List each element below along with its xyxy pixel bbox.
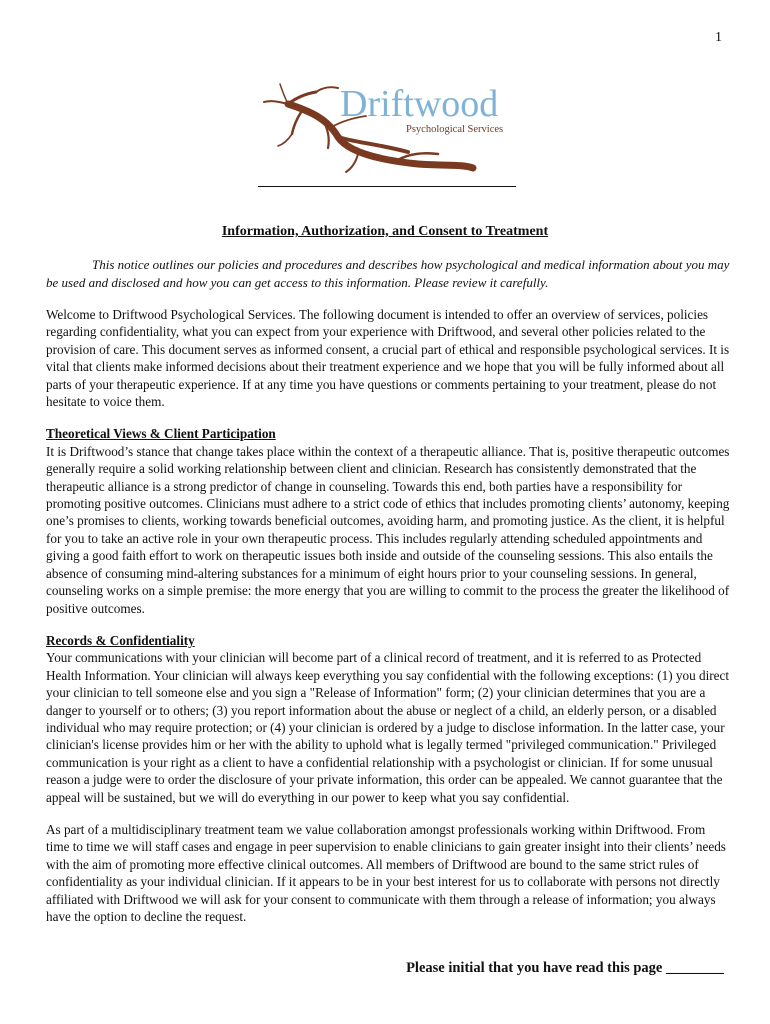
section-theoretical-views [46,425,730,616]
document-title: Information, Authorization, and Consent to Treatment [221,224,549,239]
document-body [46,306,730,925]
section-records-confidentiality [46,632,730,926]
driftwood-branch-icon [258,82,518,178]
section-heading: Theoretical Views & Client Participation [46,426,276,442]
section-heading: Records & Confidentiality [46,632,195,648]
page-number: 1 [715,30,722,45]
initial-prompt[interactable]: Please initial that you have read this page ________ [406,960,724,976]
logo-name: Driftwood [340,83,499,125]
privacy-notice: This notice outlines our policies and procedures and describes how psychological and medical information about you may be used and disclosed and how you can get access to this information. Please review it carefully. [46,257,730,290]
driftwood-logo [258,82,518,178]
logo-divider [258,186,516,187]
section-paragraph: It is Driftwood’s stance that change takes place within the context of a therapeutic alliance. That is, positive therapeutic outcomes generally require a solid working relationship between client and clinician. Research has consistently demonstrated that the therapeutic alliance is a strong predictor of change in counseling. Towards this end, both parties have a responsibility for promoting positive outcomes. Clinicians must adhere to a strict code of ethics that includes promoting clients’ autonomy, keeping one’s promises to clients, working towards beneficial outcomes, avoiding harm, and promoting justice. As the client, it is helpful for you to take an active role in your own therapeutic process. This includes regularly attending scheduled appointments and giving a good faith effort to work on therapeutic issues both inside and outside of the counseling sessions. This also entails the absence of consuming mind-altering substances for a minimum of eight hours prior to your counseling sessions. In general, counseling works on a simple premise: the more energy that you are willing to commit to the process the greater the likelihood of positive outcomes. [46,443,730,616]
logo-tagline: Psychological Services [406,124,504,135]
section-paragraph: As part of a multidisciplinary treatment team we value collaboration amongst professionals working within Driftwood. From time to time we will staff cases and engage in peer supervision to enable clinicians to gain greater insight into their clients’ needs with the aim of promoting more effective clinical outcomes. All members of Driftwood are bound to the same strict rules of confidentiality as your individual clinician. If it appears to be in your best interest for us to collaborate with persons not directly affiliated with Driftwood we will ask for your consent to communicate with them through a release of information; you always have the option to decline the request. [46,821,726,924]
section-paragraph: Your communications with your clinician will become part of a clinical record of treatment, and it is referred to as Protected Health Information. Your clinician will always keep everything you say confidential with the following exceptions: (1) you direct your clinician to tell someone else and you sign a "Release of Information" form; (2) your clinician determines that you are a danger to yourself or to others; (3) you report information about the abuse or neglect of a child, an elderly person, or a disabled individual who may require protection; or (4) your clinician is ordered by a judge to disclose information. In the latter case, your clinician's license provides him or her with the ability to uphold what is legally termed "privileged communication." Privileged communication is your right as a client to have a confidential relationship with a psychologist or clinician. If for some unusual reason a judge were to order the disclosure of your private information, this order can be appealed. We cannot guarantee that the appeal will be sustained, but we will do everything in our power to keep what you say confidential. [46,650,730,805]
intro-paragraph: Welcome to Driftwood Psychological Services. The following document is intended to offer an overview of services, policies regarding confidentiality, what you can expect from your experience with Driftwood, and several other policies related to the provision of care. This document serves as informed consent, a crucial part of ethical and responsible psychological services. It is vital that clients make informed decisions about their treatment experience and we hope that you will be fully informed about all parts of your therapeutic experience. If at any time you have questions or comments pertaining to your treatment, please do not hesitate to voice them. [46,307,730,410]
